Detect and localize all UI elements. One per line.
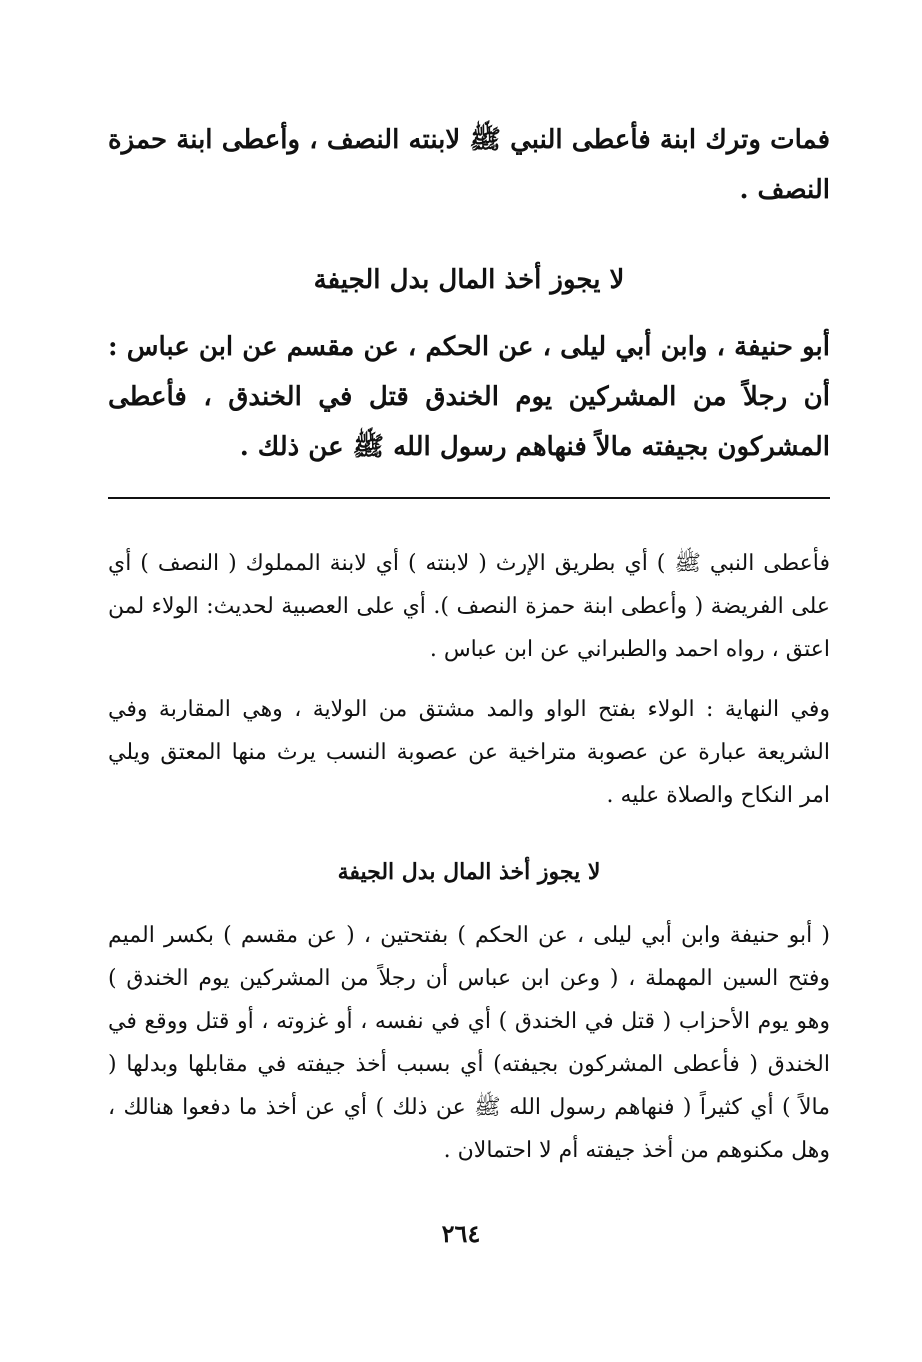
footnote-section-heading: لا يجوز أخذ المال بدل الجيفة [337,859,601,885]
main-section-heading: لا يجوز أخذ المال بدل الجيفة [313,265,625,295]
main-hadith-paragraph: أبو حنيفة ، وابن أبي ليلى ، عن الحكم ، عن مقسم عن ابن عباس : أن رجلاً من المشركين يوم الخندق قتل في الخندق ، فأعطى المشركون بجيفته مالاً فنهاهم رسول الله ﷺ عن ذلك . [108,332,830,462]
main-intro-paragraph: فمات وترك ابنة فأعطى النبي ﷺ لابنته النصف ، وأعطى ابنة حمزة النصف . [108,125,830,205]
footnote-paragraph-3: ( أبو حنيفة وابن أبي ليلى ، عن الحكم ) بفتحتين ، ( عن مقسم ) بكسر الميم وفتح السين المهملة ، ( وعن ابن عباس أن رجلاً من المشركين يوم الخندق ) وهو يوم الأحزاب ( قتل في الخندق ) أي في نفسه ، أو غزوته ، أو قتل ووقع في الخندق ( فأعطى المشركون بجيفته) أي بسبب أخذ جيفته في مقابلها وبدلها ( مالاً ) أي كثيراً ( فنهاهم رسول الله ﷺ عن ذلك ) أي عن أخذ ما دفعوا هنالك ، وهل مكنوهم من أخذ جيفته أم لا احتمالان . [108,923,830,1163]
footnote-paragraph-2: وفي النهاية : الولاء بفتح الواو والمد مشتق من الولاية ، وهي المقاربة وفي الشريعة عبارة عن عصوبة متراخية عن عصوبة النسب يرث منها المعتق ويلي امر النكاح والصلاة عليه . [108,697,830,808]
page-number: ٢٦٤ [441,1219,481,1248]
footnote-separator-line [108,497,830,499]
footnote-paragraph-1: فأعطى النبي ﷺ ) أي بطريق الإرث ( لابنته ) أي لابنة المملوك ( النصف ) أي على الفريضة ( وأعطى ابنة حمزة النصف ). أي على العصبية لحديث: الولاء لمن اعتق ، رواه احمد والطبراني عن ابن عباس . [108,551,830,662]
